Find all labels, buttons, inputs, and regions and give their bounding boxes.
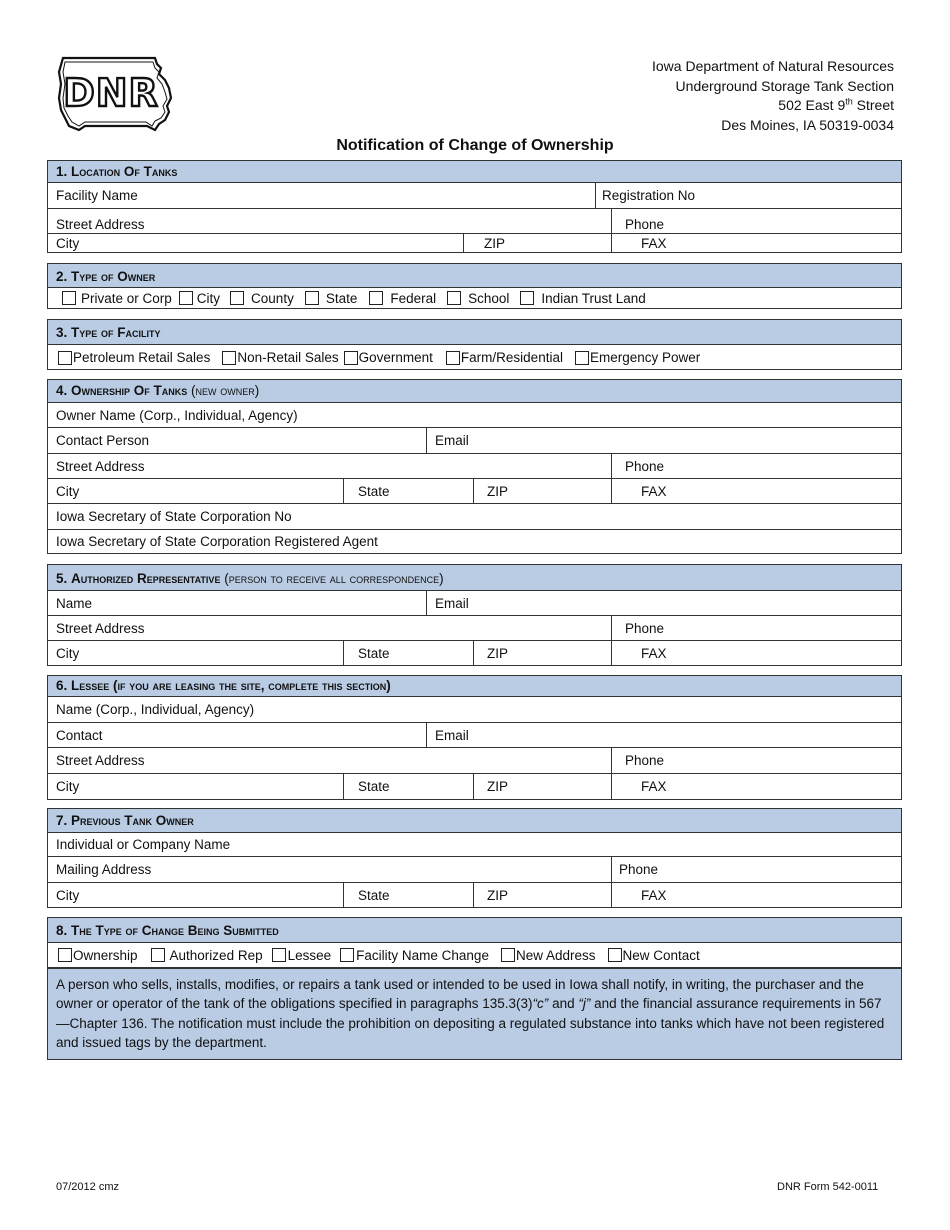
section-header: 4. Ownership Of Tanks (new owner) [48,380,901,403]
zip-field[interactable]: ZIP [463,234,611,252]
phone-field[interactable]: Phone [611,454,901,478]
fax-field[interactable]: FAX [611,774,901,799]
change-authorized-rep-checkbox[interactable]: Authorized Rep [151,948,263,963]
footer-revision-date: 07/2012 cmz [56,1181,119,1193]
company-name-field[interactable]: Individual or Company Name [56,837,231,852]
change-lessee-checkbox[interactable]: Lessee [272,948,332,963]
registration-no-field[interactable]: Registration No [595,183,901,208]
section-header: 3. Type of Facility [48,320,901,345]
city-field[interactable]: City [56,483,80,499]
fax-field[interactable]: FAX [611,883,901,907]
change-facility-name-checkbox[interactable]: Facility Name Change [340,948,489,963]
footer-form-number: DNR Form 542-0011 [777,1181,879,1193]
name-field[interactable]: Name [56,595,93,611]
phone-field[interactable]: Phone [611,748,901,773]
state-field[interactable]: State [343,641,473,665]
fax-field[interactable]: FAX [611,234,901,252]
section-header: 2. Type of Owner [48,264,901,288]
owner-federal-checkbox[interactable]: Federal [369,291,436,306]
sos-corporation-no-field[interactable]: Iowa Secretary of State Corporation No [56,509,292,524]
state-field[interactable]: State [343,774,473,799]
facility-government-checkbox[interactable]: Government [344,350,433,365]
section-previous-tank-owner [47,808,902,908]
sos-registered-agent-field[interactable]: Iowa Secretary of State Corporation Registered Agent [56,534,378,549]
fax-field[interactable]: FAX [611,479,901,503]
facility-emergency-checkbox[interactable]: Emergency Power [575,350,700,365]
agency-city: Des Moines, IA 50319-0034 [721,117,894,134]
owner-county-checkbox[interactable]: County [230,291,294,306]
facility-nonretail-checkbox[interactable]: Non-Retail Sales [222,350,338,365]
contact-person-field[interactable]: Contact Person [56,433,150,448]
zip-field[interactable]: ZIP [473,641,611,665]
city-field[interactable]: City [56,645,80,661]
street-address-field[interactable]: Street Address [56,458,145,474]
section-header: 5. Authorized Representative (person to receive all correspondence) [48,565,901,591]
contact-field[interactable]: Contact [56,727,103,743]
section-type-of-owner [47,263,902,309]
phone-field[interactable]: Phone [611,209,901,233]
form-title: Notification of Change of Ownership [336,137,614,154]
state-field[interactable]: State [343,883,473,907]
owner-state-checkbox[interactable]: State [305,291,358,306]
change-ownership-checkbox[interactable]: Ownership [58,948,138,963]
zip-field[interactable]: ZIP [473,774,611,799]
street-address-field[interactable]: Street Address [56,620,145,636]
phone-field[interactable]: Phone [611,857,901,882]
city-field[interactable]: City [56,779,80,794]
section-location-of-tanks [47,160,902,253]
agency-address [652,57,894,136]
owner-school-checkbox[interactable]: School [447,291,509,306]
lessee-name-field[interactable]: Name (Corp., Individual, Agency) [56,702,255,717]
facility-farm-checkbox[interactable]: Farm/Residential [446,350,563,365]
change-new-address-checkbox[interactable]: New Address [501,948,596,963]
section-header: 6. Lessee (if you are leasing the site, complete this section) [48,676,901,697]
agency-section: Underground Storage Tank Section [675,77,894,94]
owner-indian-trust-checkbox[interactable]: Indian Trust Land [520,291,645,306]
section-lessee [47,675,902,800]
section-authorized-representative [47,564,902,666]
city-field[interactable]: City [56,887,80,903]
dnr-logo [55,54,175,132]
street-address-field[interactable]: Street Address [56,753,145,768]
mailing-address-field[interactable]: Mailing Address [56,862,152,877]
agency-street: 502 East 9th Street [778,96,894,114]
city-field[interactable]: City [56,235,80,251]
section-type-of-facility [47,319,902,370]
owner-name-field[interactable]: Owner Name (Corp., Individual, Agency) [56,407,298,423]
section-header: 1. Location Of Tanks [48,161,901,183]
change-new-contact-checkbox[interactable]: New Contact [608,948,700,963]
facility-name-field[interactable]: Facility Name [56,188,138,203]
logo-text: DNR [63,71,159,115]
email-field[interactable]: Email [426,591,901,615]
state-field[interactable]: State [343,479,473,503]
owner-private-checkbox[interactable]: Private or Corp [62,291,172,306]
zip-field[interactable]: ZIP [473,883,611,907]
owner-city-checkbox[interactable]: City [179,291,220,306]
zip-field[interactable]: ZIP [473,479,611,503]
agency-name: Iowa Department of Natural Resources [652,58,894,74]
facility-petroleum-checkbox[interactable]: Petroleum Retail Sales [58,350,210,365]
fax-field[interactable]: FAX [611,641,901,665]
email-field[interactable]: Email [426,723,901,747]
section-header: 8. The Type of Change Being Submitted [48,918,901,943]
section-ownership-of-tanks [47,379,902,554]
notification-requirements-note: A person who sells, installs, modifies, or repairs a tank used or intended to be used in Iowa shall notify, in writing, the purchaser and the owner or operator of the tank of the obligations specified in paragraphs 135.3(3)“c” and “j” and the financial assurance requirements in 567—Chapter 136. The notification must include the prohibition on depositing a regulated substance into tanks which have not been registered and issued tags by the department. [48,968,901,1059]
section-type-of-change [47,917,902,1060]
section-header: 7. Previous Tank Owner [48,809,901,833]
street-address-field[interactable]: Street Address [56,217,145,232]
phone-field[interactable]: Phone [611,616,901,640]
email-field[interactable]: Email [426,428,901,453]
